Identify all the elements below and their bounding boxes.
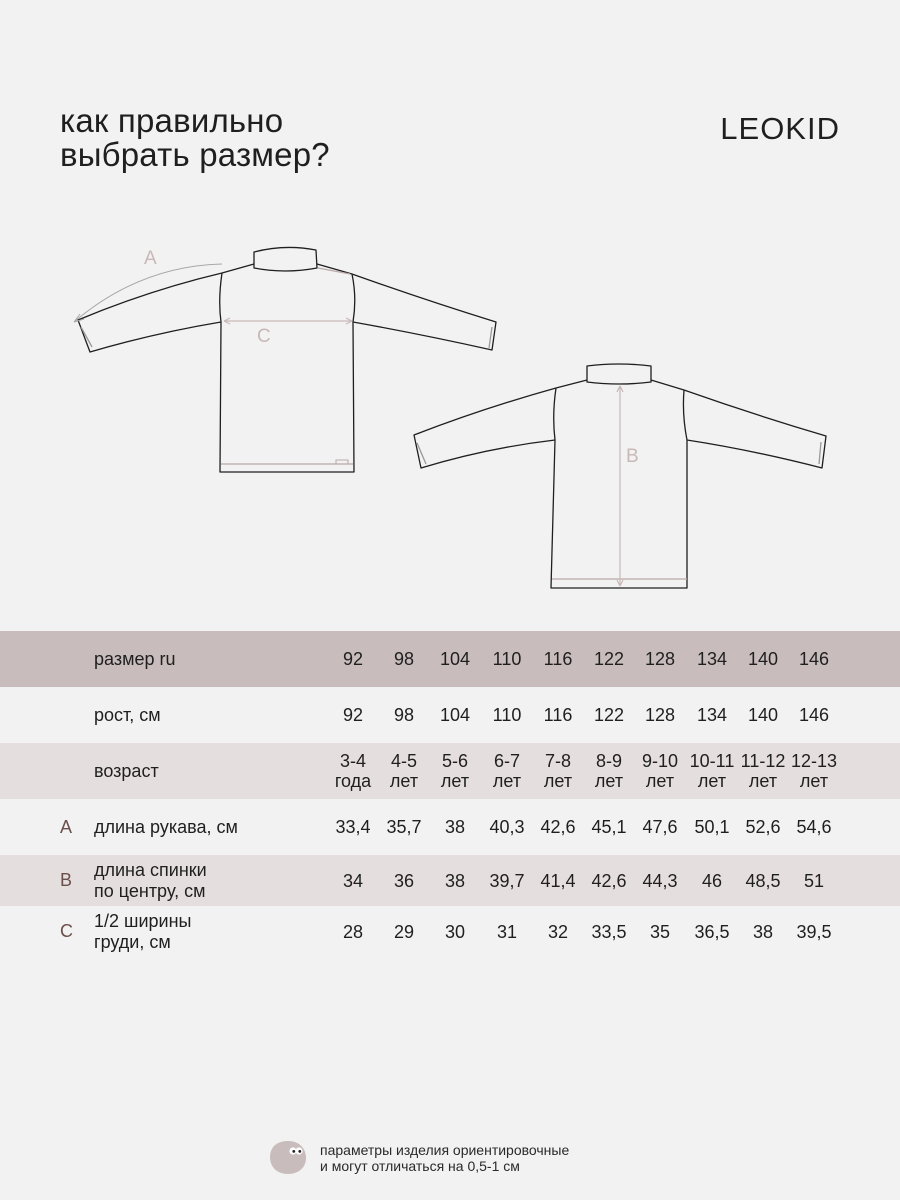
garment-diagram <box>0 230 900 610</box>
table-cell: 110 <box>492 649 522 669</box>
table-cell: 5-6 лет <box>440 751 470 791</box>
table-cell: 50,1 <box>694 817 730 837</box>
row-label: длина спинки по центру, см <box>94 859 207 901</box>
label-c: C <box>257 326 271 347</box>
table-cell: 92 <box>342 705 364 725</box>
table-cell: 47,6 <box>642 817 678 837</box>
table-cell: 104 <box>439 705 471 725</box>
table-cell: 39,7 <box>489 870 525 891</box>
measure-letter: A <box>60 816 73 837</box>
table-cell: 35,7 <box>386 817 422 837</box>
table-cell: 46 <box>701 870 723 891</box>
label-a: A <box>144 248 157 269</box>
table-cell: 38 <box>752 921 774 942</box>
table-row <box>0 631 900 687</box>
title-line-1: как правильно <box>60 102 284 139</box>
table-cell: 7-8 лет <box>543 751 573 791</box>
table-cell: 42,6 <box>591 870 627 891</box>
table-row <box>0 743 900 799</box>
measure-letter <box>60 687 74 743</box>
table-cell: 116 <box>543 649 573 669</box>
table-cell: 140 <box>747 705 779 725</box>
table-cell: 11-12 лет <box>740 751 786 791</box>
footer-note <box>268 1137 688 1177</box>
table-cell: 40,3 <box>489 817 525 837</box>
table-row <box>0 687 900 743</box>
mascot-icon <box>268 1139 308 1175</box>
table-cell: 134 <box>696 705 728 725</box>
table-cell: 52,6 <box>745 817 781 837</box>
title-line-2: выбрать размер? <box>60 136 330 173</box>
page-title <box>60 104 330 172</box>
table-cell: 140 <box>747 649 779 669</box>
table-cell: 44,3 <box>642 870 678 891</box>
table-cell: 36 <box>393 870 415 891</box>
table-cell: 29 <box>393 921 415 942</box>
table-cell: 48,5 <box>745 870 781 891</box>
brand-logo: LEOKID <box>720 111 840 146</box>
table-cell: 3-4 года <box>334 751 372 791</box>
table-cell: 12-13 лет <box>790 751 838 791</box>
table-cell: 122 <box>593 705 625 725</box>
measure-letter: C <box>60 921 73 941</box>
table-row <box>0 855 900 906</box>
table-cell: 38 <box>444 870 466 891</box>
table-cell: 104 <box>439 649 471 669</box>
table-cell: 4-5 лет <box>389 751 419 791</box>
table-cell: 38 <box>444 817 466 837</box>
row-label: возраст <box>94 760 159 781</box>
table-cell: 128 <box>644 705 676 725</box>
table-cell: 39,5 <box>796 921 832 942</box>
table-cell: 41,4 <box>540 870 576 891</box>
measure-letter: B <box>60 870 73 890</box>
table-cell: 45,1 <box>591 817 627 837</box>
table-cell: 42,6 <box>540 817 576 837</box>
table-cell: 128 <box>644 649 676 669</box>
table-cell: 92 <box>342 649 364 669</box>
table-cell: 51 <box>803 870 825 891</box>
table-cell: 28 <box>342 921 364 942</box>
table-row <box>0 906 900 957</box>
table-cell: 98 <box>393 649 415 669</box>
label-b: B <box>626 446 639 467</box>
table-cell: 33,4 <box>335 817 371 837</box>
table-cell: 32 <box>547 921 569 942</box>
table-cell: 146 <box>798 705 830 725</box>
table-cell: 122 <box>593 649 625 669</box>
row-label: рост, см <box>94 704 161 725</box>
footer-note-text: параметры изделия ориентировочные и могут отличаться на 0,5-1 см <box>320 1142 570 1174</box>
table-cell: 33,5 <box>591 921 627 942</box>
table-cell: 98 <box>393 705 415 725</box>
table-row <box>0 799 900 855</box>
measure-letter <box>60 743 74 799</box>
size-table <box>0 631 900 957</box>
measure-letter <box>60 631 74 687</box>
table-cell: 134 <box>696 649 728 669</box>
table-cell: 146 <box>798 649 830 669</box>
row-label: размер ru <box>94 648 176 669</box>
row-label: длина рукава, см <box>94 816 238 837</box>
table-cell: 116 <box>543 705 573 725</box>
table-cell: 36,5 <box>694 921 730 942</box>
row-label: 1/2 ширины груди, см <box>94 910 192 952</box>
table-cell: 35 <box>649 921 671 942</box>
table-cell: 31 <box>496 921 518 942</box>
table-cell: 34 <box>342 870 364 891</box>
table-cell: 30 <box>444 921 466 942</box>
table-cell: 6-7 лет <box>492 751 522 791</box>
table-cell: 10-11 лет <box>689 751 735 791</box>
table-cell: 8-9 лет <box>594 751 624 791</box>
table-cell: 54,6 <box>796 817 832 837</box>
table-cell: 9-10 лет <box>641 751 679 791</box>
table-cell: 110 <box>492 705 522 725</box>
